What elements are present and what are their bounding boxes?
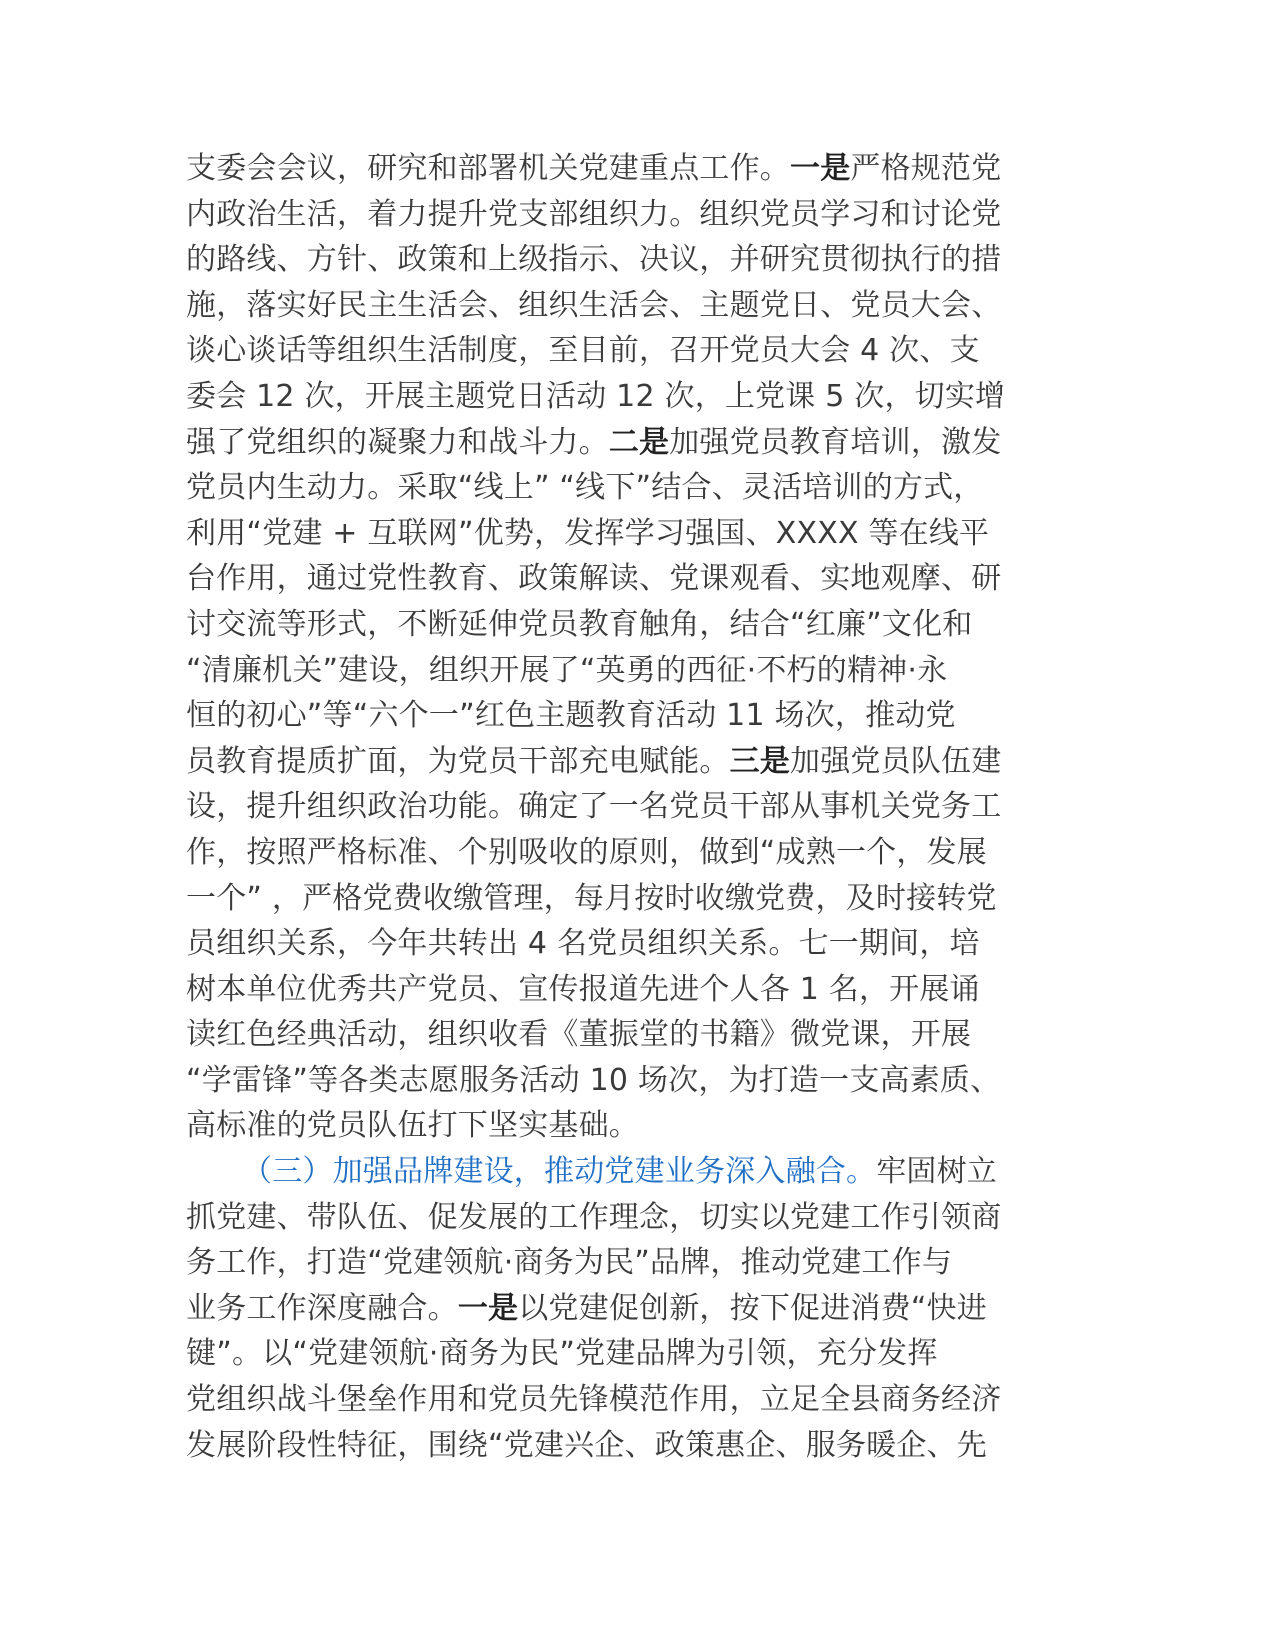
line-text: 树本单位优秀共产党员、宣传报道先进个人各 1 名，开展诵	[186, 971, 980, 1007]
text-line	[186, 192, 1086, 238]
line-text: 键”。以“党建领航·商务为民”党建品牌为引领，充分发挥	[186, 1336, 938, 1372]
line-text: 谈心谈话等组织生活制度，至目前，召开党员大会 4 次、支	[186, 333, 980, 369]
line-text: 的路线、方针、政策和上级指示、决议，并研究贯彻执行的措	[186, 242, 1002, 278]
text-line	[186, 1195, 1086, 1241]
text-line	[186, 283, 1086, 329]
text-line	[186, 556, 1086, 602]
line-text: 支委会会议，研究和部署机关党建重点工作。	[186, 151, 790, 186]
line-text: 一个” ，严格党费收缴管理，每月按时收缴党费，及时接转党	[186, 880, 997, 916]
bold-marker: 一是	[790, 151, 851, 186]
line-text: 设，提升组织政治功能。确定了一名党员干部从事机关党务工	[186, 789, 1002, 825]
line-text: 强了党组织的凝聚力和战斗力。	[186, 424, 609, 460]
text-line	[186, 237, 1086, 283]
text-line	[186, 1012, 1086, 1058]
line-text: 党员内生动力。采取“线上” “线下”结合、灵活培训的方式，	[186, 470, 984, 506]
text-line	[186, 1103, 1086, 1149]
line-text: 以党建促创新，按下促进消费“快进	[518, 1290, 987, 1326]
text-line	[186, 602, 1086, 648]
line-text: 员教育提质扩面，为党员干部充电赋能。	[186, 743, 730, 779]
text-line	[186, 739, 1086, 785]
line-text: 作，按照严格标准、个别吸收的原则，做到“成熟一个，发展	[186, 834, 987, 870]
text-line	[186, 511, 1086, 557]
text-line	[186, 1331, 1086, 1377]
text-line	[186, 921, 1086, 967]
line-text: 党组织战斗堡垒作用和党员先锋模范作用，立足全县商务经济	[186, 1382, 1002, 1418]
text-line	[186, 830, 1086, 876]
line-text: 台作用，通过党性教育、政策解读、党课观看、实地观摩、研	[186, 561, 1002, 597]
line-text: 牢固树立	[876, 1154, 998, 1190]
text-line	[186, 1240, 1086, 1286]
line-text: 高标准的党员队伍打下坚实基础。	[186, 1108, 639, 1144]
text-line	[186, 146, 1086, 192]
line-text: 务工作，打造“党建领航·商务为民”品牌，推动党建工作与	[186, 1245, 953, 1281]
body-text	[186, 146, 1086, 1468]
line-text: 利用“党建 + 互联网”优势，发挥学习强国、XXXX 等在线平	[186, 515, 990, 551]
text-line	[186, 1286, 1086, 1332]
bold-marker: 三是	[729, 743, 791, 779]
text-line	[186, 784, 1086, 830]
line-text: “清廉机关”建设，组织开展了“英勇的西征·不朽的精神·永	[186, 652, 948, 688]
section-heading: （三）加强品牌建设，推动党建业务深入融合。	[242, 1154, 877, 1190]
text-line	[186, 328, 1086, 374]
text-line	[186, 1377, 1086, 1423]
text-line	[186, 876, 1086, 922]
bold-marker: 二是	[608, 424, 670, 460]
line-text: “学雷锋”等各类志愿服务活动 10 场次，为打造一支高素质、	[186, 1062, 1001, 1098]
line-text: 内政治生活，着力提升党支部组织力。组织党员学习和讨论党	[186, 196, 1002, 232]
text-line	[186, 1149, 1086, 1195]
line-text: 加强党员教育培训，激发	[669, 424, 1002, 460]
text-line	[186, 374, 1086, 420]
bold-marker: 一是	[457, 1290, 519, 1326]
line-text: 恒的初心”等“六个一”红色主题教育活动 11 场次，推动党	[186, 698, 956, 734]
line-text: 严格规范党	[850, 151, 1002, 186]
line-text: 委会 12 次，开展主题党日活动 12 次，上党课 5 次，切实增	[186, 378, 1006, 414]
text-line	[186, 693, 1086, 739]
text-line	[186, 1058, 1086, 1104]
text-line	[186, 1423, 1086, 1469]
line-text: 业务工作深度融合。	[186, 1290, 458, 1326]
text-line	[186, 465, 1086, 511]
line-text: 加强党员队伍建	[790, 743, 1002, 779]
text-line	[186, 420, 1086, 466]
text-line	[186, 967, 1086, 1013]
line-text: 施，落实好民主生活会、组织生活会、主题党日、党员大会、	[186, 287, 1002, 323]
line-text: 发展阶段性特征，围绕“党建兴企、政策惠企、服务暖企、先	[186, 1427, 987, 1463]
text-line	[186, 648, 1086, 694]
line-text: 讨交流等形式，不断延伸党员教育触角，结合“红廉”文化和	[186, 606, 973, 642]
line-text: 读红色经典活动，组织收看《董振堂的书籍》微党课，开展	[186, 1017, 972, 1053]
line-text: 员组织关系，今年共转出 4 名党员组织关系。七一期间，培	[186, 926, 980, 962]
line-text: 抓党建、带队伍、促发展的工作理念，切实以党建工作引领商	[186, 1199, 1002, 1235]
